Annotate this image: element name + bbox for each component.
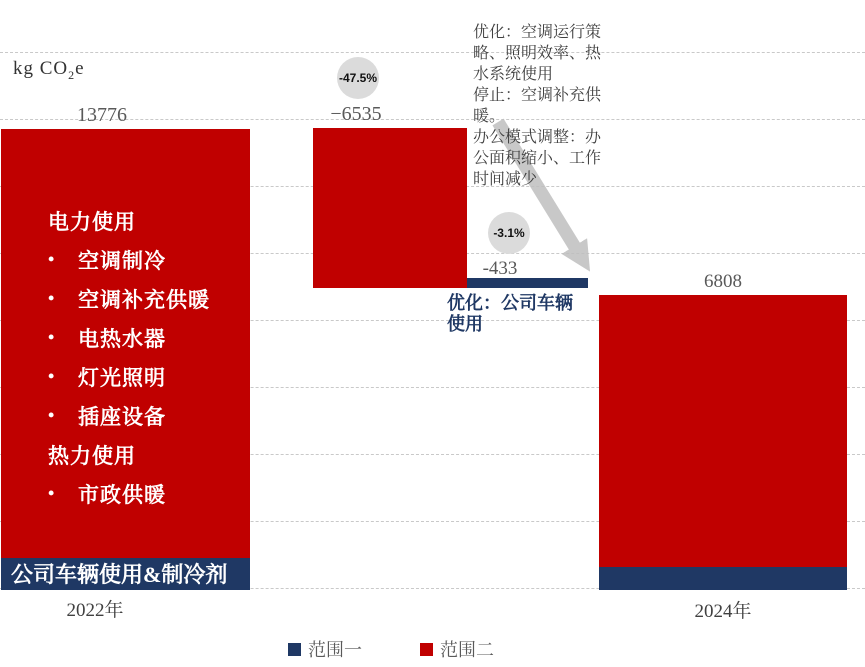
breakdown-item: • 插座设备 [48, 404, 166, 429]
bullet-icon: • [48, 249, 56, 269]
annotation-column [473, 22, 614, 190]
annotation-stop: 停止：空调补充供暖。 [473, 87, 602, 125]
gridline [0, 52, 865, 53]
breakdown-item: • 电热水器 [48, 326, 166, 351]
bullet-icon: • [48, 327, 56, 347]
caption-vehicle-optimize: 优化：公司车辆使用 [447, 293, 573, 334]
value-label-2024: 6808 [704, 271, 742, 292]
bullet-icon: • [48, 405, 56, 425]
legend-item-scope2 [420, 636, 494, 662]
legend-label: 范围二 [440, 640, 494, 660]
x-axis-label-2022: 2022年 [66, 600, 124, 621]
bar-2022-breakdown-list [48, 201, 248, 513]
bullet-icon: • [48, 366, 56, 386]
value-label-2022: 13776 [77, 104, 127, 126]
bar-2024-scope2 [599, 295, 847, 567]
breakdown-item: • 市政供暖 [48, 482, 166, 507]
scope1-swatch-icon [288, 643, 301, 656]
legend [288, 636, 494, 662]
scope2-swatch-icon [420, 643, 433, 656]
bullet-icon: • [48, 288, 56, 308]
percent-badge-3-1: -3.1% [488, 212, 530, 254]
legend-item-scope1 [288, 636, 362, 662]
x-axis-label-2024: 2024年 [694, 601, 752, 622]
y-axis-unit-label: kg $CO_2e$ [13, 58, 85, 82]
value-label-reduction1: −6535 [330, 103, 382, 125]
breakdown-item: • 空调制冷 [48, 248, 166, 273]
bar-2024-scope1 [599, 567, 847, 590]
annotation-office-mode: 办公模式调整：办公面积缩小、工作时间减少 [473, 129, 602, 188]
breakdown-item: • 灯光照明 [48, 365, 166, 390]
breakdown-heading: 电力使用 [48, 209, 136, 234]
value-label-reduction2: -433 [482, 258, 518, 279]
legend-label: 范围一 [308, 640, 362, 660]
percent-badge-47-5: -47.5% [337, 57, 379, 99]
scope1-2022-label: 公司车辆使用&制冷剂 [11, 562, 228, 587]
bullet-icon: • [48, 483, 56, 503]
breakdown-heading: 热力使用 [48, 443, 136, 468]
breakdown-item: • 空调补充供暖 [48, 287, 210, 312]
annotation-optimize: 优化：空调运行策略、照明效率、热水系统使用 [473, 24, 602, 83]
bar-reduction-6535 [313, 128, 467, 288]
